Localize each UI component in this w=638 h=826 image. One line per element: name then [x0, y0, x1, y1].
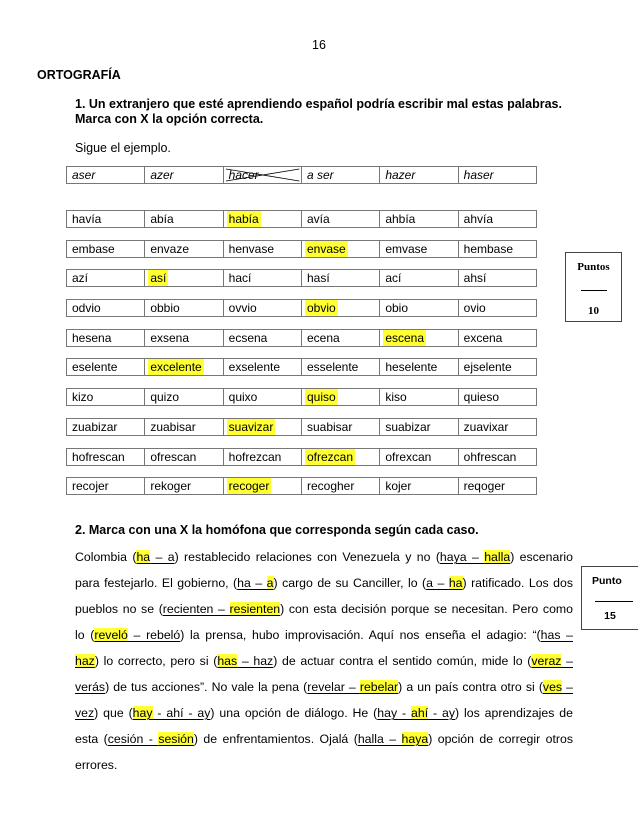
option-cell	[67, 478, 144, 494]
homophone-option: cesión -	[107, 732, 159, 746]
option-word: henvase	[228, 241, 275, 256]
homophone-option-selected: veraz	[531, 654, 562, 668]
text-segment: lo (	[75, 628, 95, 642]
answer-row	[66, 329, 537, 347]
homophone-option: – a	[150, 550, 175, 564]
text-segment: ) a un país contra otro si (	[398, 680, 543, 694]
option-word: emvase	[385, 241, 428, 256]
option-cell	[67, 300, 144, 316]
page-number: 16	[312, 38, 326, 52]
option-word: ovvio	[228, 301, 257, 316]
option-word-selected: recoger	[228, 479, 270, 494]
answer-row	[66, 477, 537, 495]
option-word: quizo	[150, 390, 180, 405]
option-cell	[223, 270, 301, 286]
option-cell	[223, 300, 301, 316]
option-cell	[458, 478, 536, 494]
option-word: avía	[306, 212, 330, 226]
option-word: obio	[385, 301, 408, 316]
option-word: ahbía	[385, 212, 416, 226]
option-cell	[301, 330, 379, 346]
option-cell	[223, 241, 301, 257]
option-word: ecsena	[228, 330, 268, 345]
text-segment: esta (	[75, 732, 108, 746]
option-word: hesena	[72, 330, 112, 345]
option-cell	[379, 478, 457, 494]
option-cell	[67, 241, 144, 257]
option-cell	[144, 389, 222, 405]
option-word: quixo	[228, 390, 258, 405]
answer-row	[66, 299, 537, 317]
option-word: kojer	[385, 479, 412, 494]
option-cell	[223, 211, 301, 227]
text-segment: Colombia (	[75, 550, 137, 564]
homophone-option: –	[562, 680, 573, 694]
option-cell	[223, 330, 301, 346]
text-segment: ) restablecido relaciones con Venezuela y no (	[174, 550, 440, 564]
option-cell	[301, 449, 379, 465]
exercise1-instruction	[75, 97, 562, 127]
example-label: Sigue el ejemplo.	[75, 141, 171, 155]
homophone-option: a –	[426, 576, 449, 590]
option-cell	[458, 211, 536, 227]
option-cell	[458, 330, 536, 346]
score-line	[595, 601, 633, 602]
option-word: excena	[463, 330, 503, 345]
text-segment: ) lo correcto, pero si (	[94, 654, 218, 668]
text-segment: ) una opción de diálogo. He (	[210, 706, 378, 720]
homophone-option: recienten –	[162, 602, 230, 616]
homophone-option-selected: halla	[484, 550, 511, 564]
homophone-option: halla –	[357, 732, 402, 746]
option-cell	[301, 389, 379, 405]
option-word: suabisar	[306, 419, 353, 434]
answer-row	[66, 358, 537, 376]
score-box-exercise1	[565, 252, 622, 322]
paragraph-line	[75, 674, 573, 700]
answer-row	[66, 418, 537, 436]
homophone-option: verás	[75, 680, 106, 694]
option-word: kizo	[72, 390, 94, 405]
option-word: havía	[72, 212, 102, 226]
homophone-option-selected: ves	[542, 680, 563, 694]
option-cell	[379, 359, 457, 375]
example-row	[66, 166, 537, 184]
homophone-option: hay -	[377, 706, 412, 720]
option-cell	[379, 330, 457, 346]
option-cell	[144, 330, 222, 346]
text-segment: ) de actuar contra el sentido común, mide lo (	[273, 654, 532, 668]
option-word: ofrexcan	[385, 449, 432, 464]
option-word-selected: ofrezcan	[306, 449, 354, 464]
option-word: rekoger	[150, 479, 192, 494]
text-segment: para festejarlo. El gobierno, (	[75, 576, 238, 590]
option-cell	[223, 389, 301, 405]
text-segment: ) de tus acciones”. No vale la pena (	[105, 680, 308, 694]
option-word: ecena	[306, 330, 340, 345]
paragraph-line	[75, 700, 573, 726]
paragraph-line	[75, 752, 573, 778]
homophone-option: ha –	[237, 576, 267, 590]
option-word: azer	[150, 168, 174, 182]
option-cell	[379, 241, 457, 257]
option-cell	[458, 270, 536, 286]
option-cell	[144, 211, 222, 227]
homophone-option: – rebeló	[127, 628, 181, 642]
option-cell	[67, 211, 144, 227]
option-word: zuavixar	[463, 419, 509, 434]
text-segment: ) los aprendizajes de	[455, 706, 573, 720]
option-cell	[223, 359, 301, 375]
option-cell	[67, 359, 144, 375]
option-word: recojer	[72, 479, 109, 494]
option-cell	[144, 449, 222, 465]
homophone-option-selected: sesión	[158, 732, 194, 746]
option-cell	[223, 167, 301, 183]
section-title: ORTOGRAFÍA	[37, 68, 121, 82]
option-word-selected: había	[228, 212, 259, 226]
option-cell	[301, 270, 379, 286]
paragraph-line	[75, 648, 573, 674]
option-cell	[144, 241, 222, 257]
homophone-option-selected: has	[217, 654, 238, 668]
option-word: hasí	[306, 271, 330, 286]
option-word: a ser	[306, 168, 334, 182]
option-word: quieso	[463, 390, 500, 405]
score-max: 15	[604, 610, 616, 622]
homophone-option-selected: ha	[136, 550, 151, 564]
option-cell	[301, 419, 379, 435]
option-word-selected: quiso	[306, 390, 336, 405]
option-cell	[223, 419, 301, 435]
option-cell	[379, 389, 457, 405]
option-cell	[379, 449, 457, 465]
option-word: aser	[72, 168, 96, 182]
option-word: hofrezcan	[228, 449, 282, 464]
option-cell	[67, 330, 144, 346]
homophone-paragraph	[75, 544, 573, 778]
option-cell	[144, 167, 222, 183]
answer-row	[66, 210, 537, 228]
option-cell	[301, 359, 379, 375]
homophone-option: - ay	[428, 706, 456, 720]
option-cell	[301, 167, 379, 183]
text-segment: errores.	[75, 758, 118, 772]
option-word: envaze	[150, 241, 190, 256]
option-cell	[458, 449, 536, 465]
option-cell	[379, 300, 457, 316]
option-word: reqoger	[463, 479, 506, 494]
option-word-selected: así	[150, 271, 167, 286]
text-segment: ) con esta decisión porque se necesitan. Pero como	[280, 602, 573, 616]
score-line	[581, 290, 607, 291]
option-word-selected: obvio	[306, 301, 336, 316]
option-cell	[144, 419, 222, 435]
option-cell	[458, 167, 536, 183]
option-cell	[223, 478, 301, 494]
paragraph-line	[75, 726, 573, 752]
homophone-option-selected: reveló	[94, 628, 128, 642]
option-cell	[144, 300, 222, 316]
option-cell	[144, 478, 222, 494]
exercise2-instruction: 2. Marca con una X la homófona que corresponda según cada caso.	[75, 523, 479, 537]
option-word: ahvía	[463, 212, 493, 226]
option-cell	[67, 419, 144, 435]
option-word: eselente	[72, 360, 118, 375]
exercise1-instruction-line1: 1. Un extranjero que esté aprendiendo español podría escribir mal estas palabras.	[75, 97, 562, 111]
cross-out-mark	[224, 167, 301, 183]
option-word-selected: escena	[385, 330, 425, 345]
option-word: esselente	[306, 360, 359, 375]
option-cell	[458, 241, 536, 257]
text-segment: ) opción de corregir otros	[428, 732, 573, 746]
option-cell	[458, 389, 536, 405]
option-word: hací	[228, 271, 252, 286]
option-word: embase	[72, 241, 115, 256]
homophone-option: haya –	[439, 550, 485, 564]
option-word: zuabisar	[150, 419, 196, 434]
exercise1-instruction-line2: Marca con X la opción correcta.	[75, 112, 264, 126]
homophone-option-selected: a	[266, 576, 274, 590]
homophone-option-selected: ha	[448, 576, 463, 590]
option-word-selected: excelente	[150, 360, 202, 375]
option-word: abía	[150, 212, 174, 226]
homophone-option-selected: resienten	[229, 602, 281, 616]
paragraph-line	[75, 596, 573, 622]
option-cell	[458, 359, 536, 375]
option-cell	[301, 300, 379, 316]
option-word: ohfrescan	[463, 449, 517, 464]
option-word: ofrescan	[150, 449, 197, 464]
answer-row	[66, 240, 537, 258]
option-word-selected: suavizar	[228, 419, 274, 434]
option-word: haser	[463, 168, 494, 182]
example-table	[66, 166, 537, 196]
score-label: Punto	[592, 575, 622, 587]
option-word: azí	[72, 271, 89, 286]
homophone-option: –	[561, 654, 573, 668]
homophone-option: revelar –	[307, 680, 360, 694]
option-word: ovio	[463, 301, 486, 316]
answer-row	[66, 388, 537, 406]
option-cell	[379, 167, 457, 183]
score-label: Puntos	[577, 261, 610, 273]
option-word: ací	[385, 271, 402, 286]
paragraph-line	[75, 622, 573, 648]
text-segment: ) de enfrentamientos. Ojalá (	[193, 732, 358, 746]
option-cell	[301, 478, 379, 494]
paragraph-line	[75, 570, 573, 596]
homophone-option: has –	[540, 628, 573, 642]
option-cell	[144, 359, 222, 375]
option-word: heselente	[385, 360, 438, 375]
score-box-exercise2	[581, 566, 638, 630]
option-cell	[301, 211, 379, 227]
homophone-option-selected: haz	[75, 654, 95, 668]
option-word-selected: envase	[306, 241, 346, 256]
score-max: 10	[588, 305, 599, 317]
option-cell	[67, 270, 144, 286]
option-word: hofrescan	[72, 449, 125, 464]
homophone-option-selected: haya	[401, 732, 429, 746]
option-word: hembase	[463, 241, 514, 256]
option-cell	[458, 419, 536, 435]
option-cell	[67, 389, 144, 405]
answer-row	[66, 269, 537, 287]
option-cell	[301, 241, 379, 257]
paragraph-line	[75, 544, 573, 570]
text-segment: pueblos no se (	[75, 602, 163, 616]
homophone-option: - ahí - ay	[152, 706, 211, 720]
homophone-option: – haz	[237, 654, 274, 668]
homophone-option: vez	[75, 706, 95, 720]
text-segment: ) la prensa, hubo improvisación. Aquí nos enseña el adagio: “(	[180, 628, 541, 642]
option-cell	[67, 167, 144, 183]
text-segment: ) que (	[94, 706, 133, 720]
option-cell	[379, 270, 457, 286]
text-segment: ) cargo de su Canciller, lo (	[273, 576, 427, 590]
answers-table	[66, 210, 537, 507]
option-cell	[379, 419, 457, 435]
option-cell	[67, 449, 144, 465]
option-cell	[458, 300, 536, 316]
option-word: ejselente	[463, 360, 512, 375]
option-word: kiso	[385, 390, 407, 405]
homophone-option-selected: ahí	[411, 706, 429, 720]
homophone-option-selected: hay	[132, 706, 153, 720]
option-word: obbio	[150, 301, 180, 316]
option-word: zuabizar	[72, 419, 118, 434]
option-word: odvio	[72, 301, 101, 316]
text-segment: ) ratificado. Los dos	[462, 576, 574, 590]
homophone-option-selected: rebelar	[359, 680, 399, 694]
option-cell	[379, 211, 457, 227]
option-word: exselente	[228, 360, 281, 375]
text-segment: ) escenario	[510, 550, 573, 564]
option-word: ahsí	[463, 271, 487, 286]
option-word: exsena	[150, 330, 190, 345]
answer-row	[66, 448, 537, 466]
option-word: hacer	[228, 168, 259, 182]
option-word: hazer	[385, 168, 416, 182]
option-cell	[144, 270, 222, 286]
option-cell	[223, 449, 301, 465]
option-word: recogher	[306, 479, 355, 494]
option-word: suabizar	[385, 419, 431, 434]
